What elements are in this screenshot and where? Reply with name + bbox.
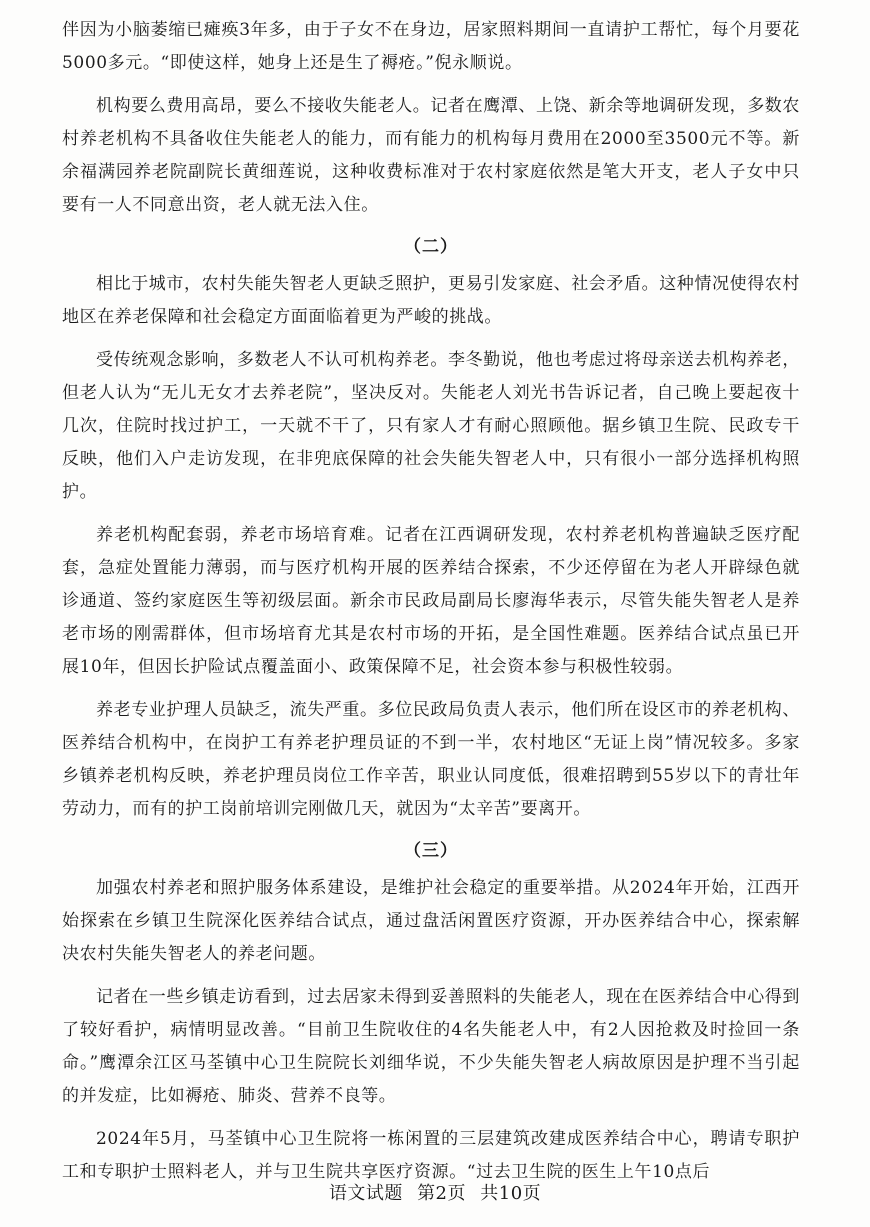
section-heading-2: （二） xyxy=(404,237,458,257)
paragraph: 2024年5月，马荃镇中心卫生院将一栋闲置的三层建筑改建成医养结合中心，聘请专职护工和专职护士照料老人，并与卫生院共享医疗资源。“过去卫生院的医生上午10点后 xyxy=(62,1129,800,1182)
footer-page-number: 第2页 xyxy=(417,1183,467,1204)
paragraph: 养老专业护理人员缺乏，流失严重。多位民政局负责人表示，他们所在设区市的养老机构、医养结合机构中，在岗护工有养老护理员证的不到一半，农村地区“无证上岗”情况较多。多家乡镇养老机构反映，养老护理员岗位工作辛苦，职业认同度低，很难招聘到55岁以下的青壮年劳动力，而有的护工岗前培训完刚做几天，就因为“太辛苦”要离开。 xyxy=(62,700,800,819)
paragraph: 相比于城市，农村失能失智老人更缺乏照护，更易引发家庭、社会矛盾。这种情况使得农村地区在养老保障和社会稳定方面面临着更为严峻的挑战。 xyxy=(62,274,800,327)
paragraph-continued: 伴因为小脑萎缩已瘫痪3年多，由于子女不在身边，居家照料期间一直请护工帮忙，每个月要花5000多元。“即使这样，她身上还是生了褥疮。”倪永顺说。 xyxy=(62,20,800,73)
footer-subject: 语文试题 xyxy=(328,1183,403,1204)
article-body xyxy=(62,14,800,1199)
section-heading-3: （三） xyxy=(404,841,458,861)
paragraph: 受传统观念影响，多数老人不认可机构养老。李冬勤说，他也考虑过将母亲送去机构养老，但老人认为“无儿无女才去养老院”，坚决反对。失能老人刘光书告诉记者，自己晚上要起夜十几次，住院时找过护工，一天就不干了，只有家人才有耐心照顾他。据乡镇卫生院、民政专干反映，他们入户走访发现，在非兜底保障的社会失能失智老人中，只有很小一部分选择机构照护。 xyxy=(62,350,800,502)
paragraph: 机构要么费用高昂，要么不接收失能老人。记者在鹰潭、上饶、新余等地调研发现，多数农村养老机构不具备收住失能老人的能力，而有能力的机构每月费用在2000至3500元不等。新余福满园养老院副院长黄细莲说，这种收费标准对于农村家庭依然是笔大开支，老人子女中只要有一人不同意出资，老人就无法入住。 xyxy=(62,96,800,215)
paragraph: 养老机构配套弱，养老市场培育难。记者在江西调研发现，农村养老机构普遍缺乏医疗配套，急症处置能力薄弱，而与医疗机构开展的医养结合探索，不少还停留在为老人开辟绿色就诊通道、签约家庭医生等初级层面。新余市民政局副局长廖海华表示，尽管失能失智老人是养老市场的刚需群体，但市场培育尤其是农村市场的开拓，是全国性难题。医养结合试点虽已开展10年，但因长护险试点覆盖面小、政策保障不足，社会资本参与积极性较弱。 xyxy=(62,525,800,677)
paragraph: 加强农村养老和照护服务体系建设，是维护社会稳定的重要举措。从2024年开始，江西开始探索在乡镇卫生院深化医养结合试点，通过盘活闲置医疗资源，开办医养结合中心，探索解决农村失能失智老人的养老问题。 xyxy=(62,878,800,964)
paragraph: 记者在一些乡镇走访看到，过去居家未得到妥善照料的失能老人，现在在医养结合中心得到了较好看护，病情明显改善。“目前卫生院收住的4名失能老人中，有2人因抢救及时捡回一条命。”鹰潭余江区马荃镇中心卫生院院长刘细华说，不少失能失智老人病故原因是护理不当引起的并发症，比如褥疮、肺炎、营养不良等。 xyxy=(62,987,800,1106)
footer-total-pages: 共10页 xyxy=(480,1183,542,1204)
page-footer xyxy=(0,1180,870,1208)
